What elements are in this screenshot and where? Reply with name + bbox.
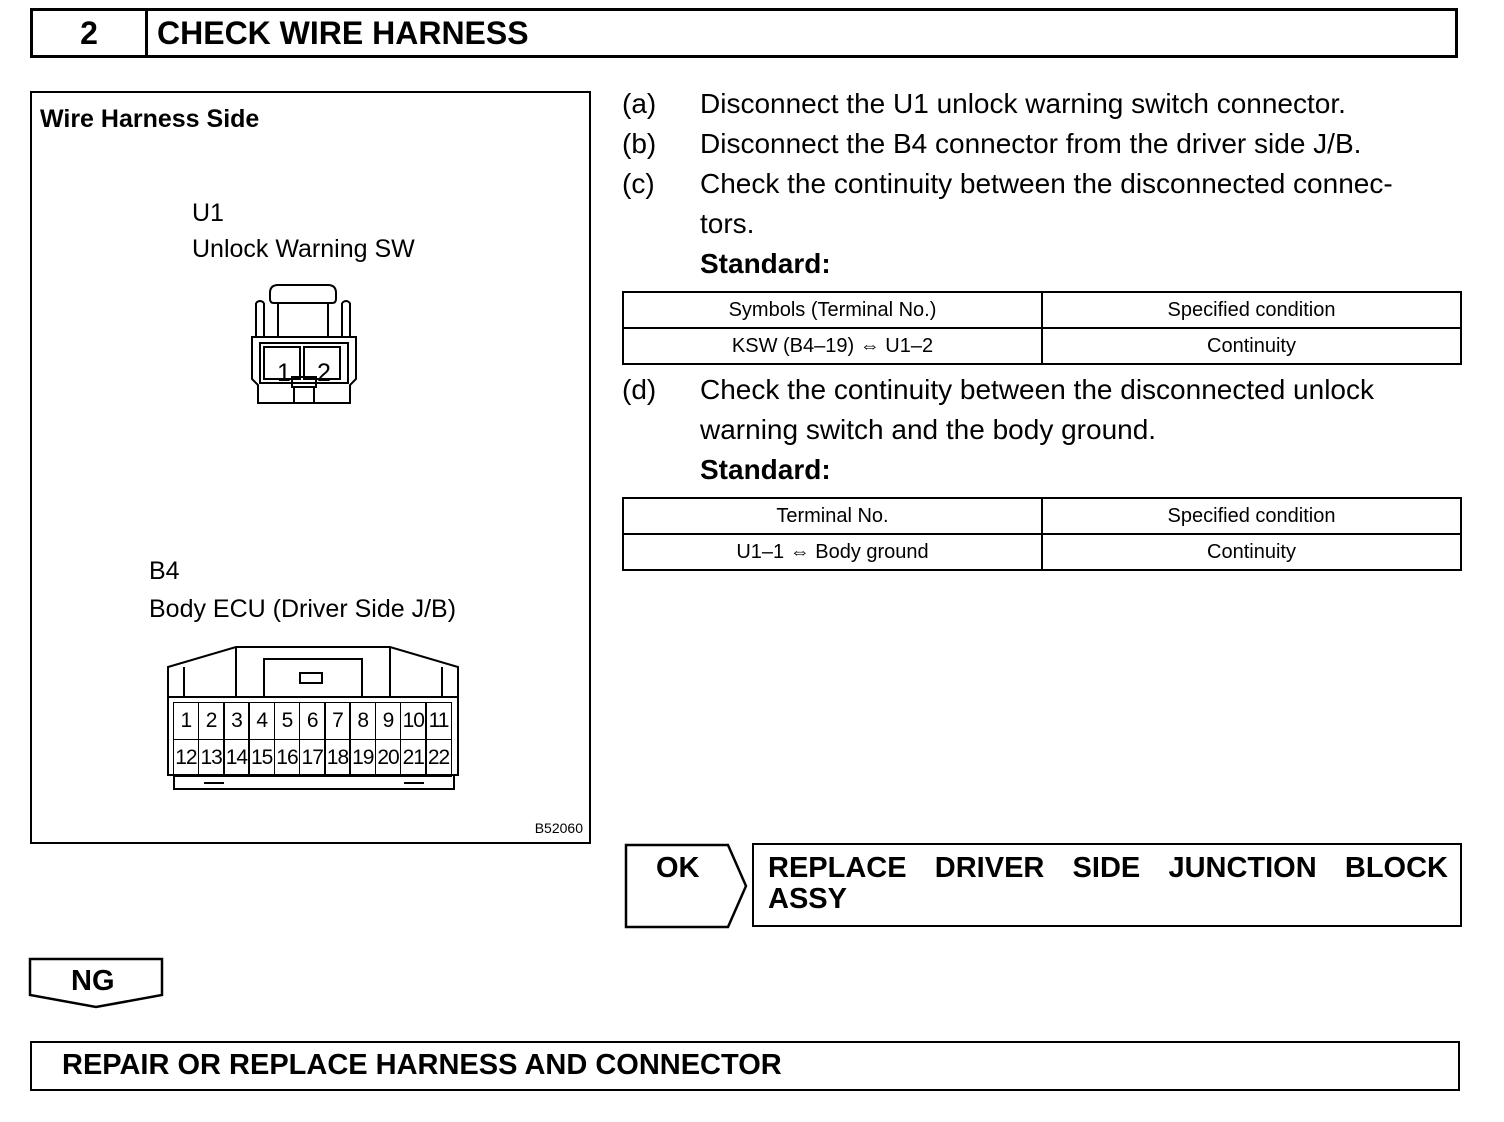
b4-pin-2: 2 [198,702,225,740]
b4-pin-11: 11 [425,702,452,740]
b4-pin-17: 17 [299,739,326,777]
b4-pin-3: 3 [223,702,250,740]
figure-title: Wire Harness Side [40,105,260,133]
table2-header-condition: Specified condition [1042,498,1461,534]
b4-pin-9: 9 [375,702,402,740]
b4-pin-12: 12 [173,739,200,777]
b4-pin-8: 8 [349,702,376,740]
ng-result-text: REPAIR OR REPLACE HARNESS AND CONNECTOR [62,1049,782,1081]
b4-pin-21: 21 [400,739,427,777]
u1-name: Unlock Warning SW [192,235,415,263]
b4-pin-5: 5 [274,702,301,740]
ok-result-box [752,843,1462,927]
table1-header-symbols: Symbols (Terminal No.) [623,292,1042,328]
table2-header-terminal: Terminal No. [623,498,1042,534]
b4-name: Body ECU (Driver Side J/B) [149,595,457,623]
step-d-line2: warning switch and the body ground. [700,414,1157,445]
table2-cell-terminals: U1–1 ⇔ Body ground [623,534,1042,570]
table1-header-condition: Specified condition [1042,292,1461,328]
b4-pin-20: 20 [375,739,402,777]
step-number: 2 [33,11,148,55]
step-title: CHECK WIRE HARNESS [157,14,529,51]
b4-pin-10: 10 [400,702,427,740]
b4-pin-1: 1 [173,702,200,740]
step-b-letter: (b) [622,128,657,159]
standard-label-1: Standard: [700,248,831,279]
b4-pin-7: 7 [324,702,351,740]
u1-pin-1: 1 [277,359,291,387]
b4-pin-19: 19 [349,739,376,777]
b4-pin-22: 22 [425,739,452,777]
b4-pin-16: 16 [274,739,301,777]
b4-pin-4: 4 [248,702,275,740]
step-a-text: Disconnect the U1 unlock warning switch connector. [700,88,1346,119]
table2-cell-condition: Continuity [1042,534,1461,570]
b4-pin-18: 18 [324,739,351,777]
b4-pin-grid [174,703,452,777]
step-c-line2: tors. [700,208,755,239]
step-d-letter: (d) [622,374,657,405]
b4-pin-15: 15 [248,739,275,777]
b4-code: B4 [149,557,180,585]
standard-label-2: Standard: [700,454,831,485]
step-header [30,8,1458,58]
u1-pin-2: 2 [317,359,331,387]
ng-label: NG [71,965,115,997]
table1-cell-condition: Continuity [1042,328,1461,364]
figure-code: B52060 [534,820,583,836]
step-b-text: Disconnect the B4 connector from the driver side J/B. [700,128,1362,159]
step-c-letter: (c) [622,168,655,199]
wire-harness-figure [30,91,591,844]
u1-code: U1 [192,199,224,227]
u1-connector-diagram [242,281,367,421]
b4-pin-6: 6 [299,702,326,740]
table1-cell-terminals: KSW (B4–19) ⇔ U1–2 [623,328,1042,364]
b4-pin-14: 14 [223,739,250,777]
ng-result-box [30,1041,1460,1091]
ok-result-text: REPLACE DRIVER SIDE JUNCTION BLOCK ASSY [768,852,1448,915]
step-d-line1: Check the continuity between the disconnected unlock [700,374,1374,405]
b4-pin-13: 13 [198,739,225,777]
standard-table-1 [622,291,1462,365]
step-c-line1: Check the continuity between the disconnected connec- [700,168,1393,199]
standard-table-2 [622,497,1462,571]
ok-label: OK [656,852,700,884]
step-a-letter: (a) [622,88,657,119]
